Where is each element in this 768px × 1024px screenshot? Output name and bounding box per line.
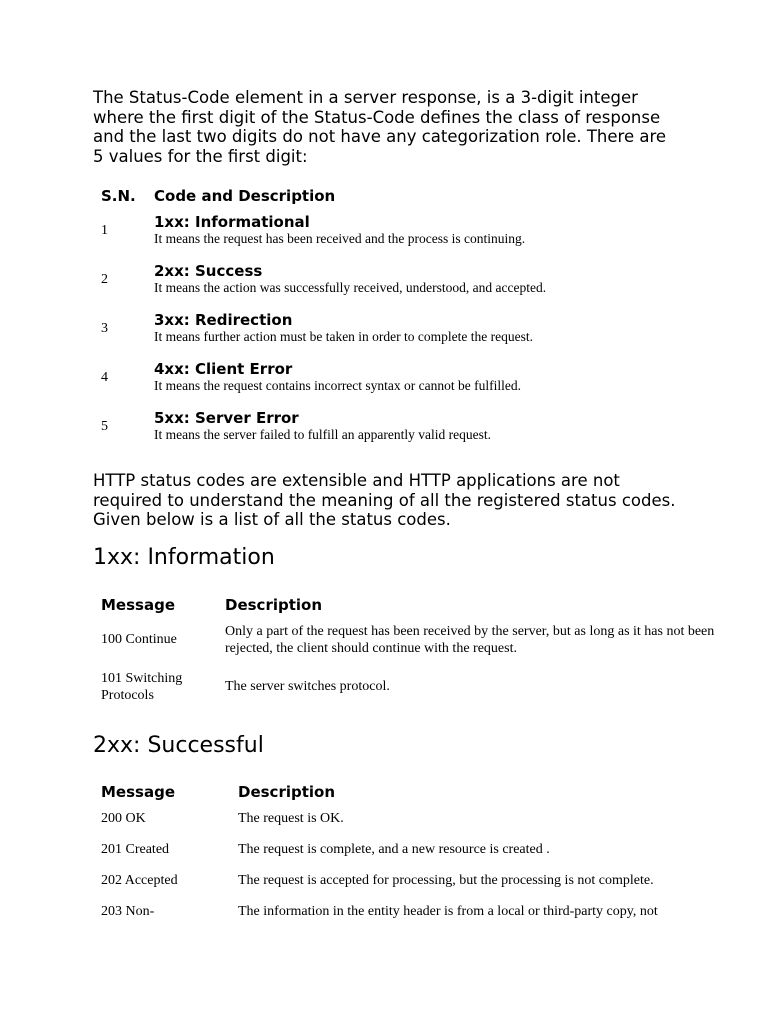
description-cell: The request is accepted for processing, but the processing is not complete.: [238, 873, 654, 888]
section-heading-2xx: 2xx: Successful: [93, 733, 264, 758]
table-row: [101, 616, 715, 663]
code-cell: [154, 206, 546, 255]
code-title: 5xx: Server Error: [154, 409, 299, 427]
code-cell: [154, 255, 546, 304]
sn-header: S.N.: [101, 187, 136, 205]
status-class-table: [101, 186, 546, 451]
table-header-row: [101, 781, 658, 803]
code-description: It means the request contains incorrect syntax or cannot be fulfilled.: [154, 378, 521, 393]
table-row: [101, 865, 658, 896]
message-cell: 202 Accepted: [101, 873, 178, 888]
table-row: [101, 206, 546, 255]
intro-paragraph: The Status-Code element in a server response, is a 3-digit integer where the first digit of the Status-Code defines the class of response and the last two digits do not have any categorization role. There are 5 values for the first digit:: [93, 88, 667, 166]
message-cell: 101 Switching Protocols: [101, 670, 183, 703]
sn-cell: 2: [101, 272, 108, 287]
code-title: 2xx: Success: [154, 262, 263, 280]
code-description: It means further action must be taken in order to complete the request.: [154, 329, 533, 344]
description-header: Description: [225, 596, 323, 614]
description-header: Description: [238, 783, 336, 801]
code-cell: [154, 353, 546, 402]
sn-cell: 5: [101, 419, 108, 434]
description-cell: The request is complete, and a new resource is created .: [238, 842, 550, 857]
message-cell: 203 Non-: [101, 904, 155, 919]
sn-cell: 4: [101, 370, 108, 385]
code-cell: [154, 402, 546, 451]
description-cell: The request is OK.: [238, 811, 344, 826]
code-title: 3xx: Redirection: [154, 311, 293, 329]
code-title: 1xx: Informational: [154, 213, 310, 231]
message-cell: 100 Continue: [101, 632, 177, 647]
table-row: [101, 255, 546, 304]
section-heading-1xx: 1xx: Information: [93, 545, 275, 570]
code-cell: [154, 304, 546, 353]
table-row: [101, 353, 546, 402]
table-row: [101, 834, 658, 865]
table-row: [101, 663, 715, 710]
message-header: Message: [101, 783, 175, 801]
message-header: Message: [101, 596, 175, 614]
document-page: [93, 88, 733, 919]
message-cell: 201 Created: [101, 842, 170, 857]
code-description: It means the action was successfully received, understood, and accepted.: [154, 280, 547, 295]
table-row: [101, 402, 546, 451]
description-cell: The server switches protocol.: [225, 679, 390, 694]
table-row: [101, 896, 658, 927]
table-row: [101, 304, 546, 353]
sn-cell: 3: [101, 321, 108, 336]
code-description: It means the server failed to fulfill an apparently valid request.: [154, 427, 491, 442]
message-cell: 200 OK: [101, 811, 146, 826]
description-cell: The information in the entity header is from a local or third-party copy, not: [238, 904, 658, 919]
sn-cell: 1: [101, 223, 108, 238]
table-row: [101, 803, 658, 834]
description-cell: Only a part of the request has been received by the server, but as long as it has not been rejected, the client should continue with the request.: [225, 623, 715, 656]
extensible-paragraph: HTTP status codes are extensible and HTTP applications are not required to understand the meaning of all the registered status codes. Given below is a list of all the status codes.: [93, 471, 676, 529]
table-header-row: [101, 186, 546, 206]
information-codes-table: [101, 594, 715, 710]
table-header-row: [101, 594, 715, 616]
code-title: 4xx: Client Error: [154, 360, 293, 378]
successful-codes-table: [101, 781, 658, 927]
code-description: It means the request has been received and the process is continuing.: [154, 231, 526, 246]
code-description-header: Code and Description: [154, 187, 336, 205]
